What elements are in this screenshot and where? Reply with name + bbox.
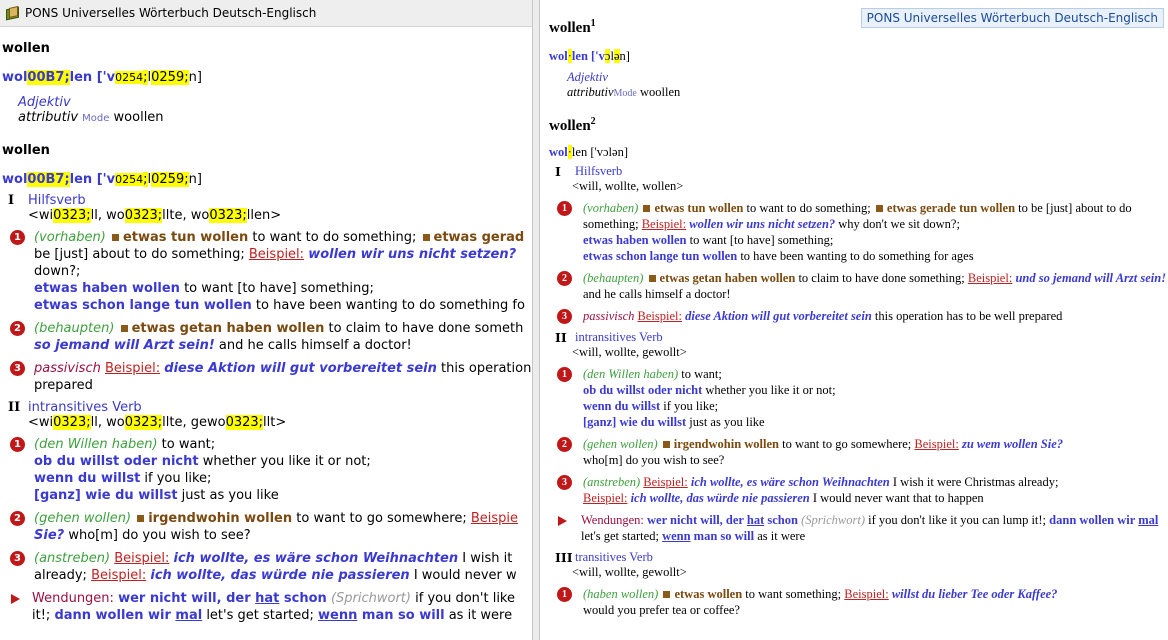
beispiel-link[interactable]: Beispiel: [104, 361, 161, 376]
sense-number: 2 [557, 437, 572, 452]
sense-wendungen: Wendungen: wer nicht will, der hat schon (Sprichwort) if you don't like it!; dann wollen wir mal let's get started; wenn man so will as it were [2, 590, 532, 624]
verb-forms-right-1: <will, wollte, wollen> [572, 179, 684, 193]
part-of-speech-adjective: Adjektiv [567, 70, 608, 84]
verb-forms-2: <wi0323;ll, wo0323;llte, gewo0323;llt> [28, 415, 287, 430]
sense-behaupten-right: 2 (behaupten) etwas getan haben wollen to claim to have done something; Beispiel: und so jemand will Arzt sein! and he calls himself a doctor! [549, 270, 1168, 302]
verb-forms-1: <wi0323;ll, wo0323;llte, wo0323;llen> [28, 208, 282, 223]
sense-number: 1 [10, 230, 25, 245]
idioms-arrow-icon [11, 594, 20, 604]
square-marker-icon [112, 234, 119, 241]
headword-1-right: wollen$^1$ [549, 18, 596, 36]
sense-vorhaben: 1 (vorhaben) etwas tun wollen to want to do something; etwas gerad be [just] about to do something; Beispiel: wollen wir uns nicht setzen? down?; etwas haben wollen to want [to have] something; etwas schon lange tun wollen to have been wanting to do something fo [2, 229, 532, 314]
sense-passivisch: 3 passivisch Beispiel: diese Aktion will gut vorbereitet sein this operation prepared [2, 360, 532, 394]
beispiel-link[interactable]: Beispiel: [114, 551, 170, 566]
part-of-speech-adjective: Adjektiv [18, 95, 71, 110]
sense-passivisch-right: 3 passivisch Beispiel: diese Aktion will gut vorbereitet sein this operation has to be well prepared [549, 308, 1168, 324]
sense-number: 1 [557, 367, 572, 382]
right-dictionary-pane[interactable] [540, 0, 1168, 640]
sense-number: 3 [10, 361, 25, 376]
idioms-arrow-icon [558, 516, 567, 526]
roman-section-I-right: I Hilfsverb [555, 164, 623, 179]
square-marker-icon [663, 591, 670, 598]
roman-section-II-right: II intransitives Verb [555, 330, 663, 345]
beispiel-link[interactable]: Beispiel: [641, 217, 687, 231]
sense-number: 3 [10, 551, 25, 566]
beispiel-link[interactable]: Beispiel: [643, 475, 688, 489]
square-marker-icon [663, 441, 670, 448]
left-title-bar [0, 0, 532, 27]
pane-splitter[interactable] [532, 0, 540, 640]
sense-den-willen-haben-right: 1 (den Willen haben) to want; ob du willst oder nicht whether you like it or not; wenn du willst if you like; [ganz] wie du willst just as you like [549, 366, 1168, 430]
verb-forms-right-3: <will, wollte, gewollt> [572, 565, 687, 579]
attributive-line: attributiv Mode woollen [18, 110, 164, 125]
left-entry-content [0, 41, 532, 624]
sense-number: 1 [557, 201, 572, 216]
beispiel-link[interactable]: Beispiel: [583, 491, 628, 505]
sense-wendungen-right: Wendungen: wer nicht will, der hat schon (Sprichwort) if you don't like it you can lump it!; dann wollen wir mal let's get started; wenn man so will as it were [549, 512, 1168, 544]
sense-number: 2 [10, 321, 25, 336]
beispiel-link[interactable]: Beispiel: [844, 587, 889, 601]
square-marker-icon [649, 275, 656, 282]
attributive-line: attributivMode woollen [567, 85, 681, 99]
beispiel-link[interactable]: Beispiel: [248, 247, 305, 262]
sense-number: 1 [557, 587, 572, 602]
beispiel-link[interactable]: Beispie [470, 511, 519, 526]
sense-vorhaben-right: 1 (vorhaben) etwas tun wollen to want to do something; etwas gerade tun wollen to be [just] about to do something; Beispiel: wollen wir uns nicht setzen? why don't we sit down?; etwas haben wollen to want [to have] something; etwas schon lange tun wollen to have been wanting to do something for ages [549, 200, 1168, 264]
mode-label: Mode [82, 113, 110, 124]
sense-anstreben-right: 3 (anstreben) Beispiel: ich wollte, es wäre schon Weihnachten I wish it were Christmas already; Beispiel: ich wollte, das würde nie passieren I would never want that to happen [549, 474, 1168, 506]
square-marker-icon [876, 205, 883, 212]
headword-2: wollen [2, 143, 50, 158]
beispiel-link[interactable]: Beispiel: [967, 271, 1013, 285]
verb-forms-right-2: <will, wollte, gewollt> [572, 345, 687, 359]
roman-section-II: II intransitives Verb [8, 400, 142, 415]
roman-section-III-right: III transitives Verb [555, 550, 653, 565]
pronunciation-right-2: wol·len ['vɔlən] [549, 145, 629, 159]
sense-number: 2 [10, 511, 25, 526]
beispiel-link[interactable]: Beispiel: [914, 437, 959, 451]
sense-gehen-wollen-right: 2 (gehen wollen) irgendwohin wollen to want to go somewhere; Beispiel: zu wem wollen Sie? who[m] do you wish to see? [549, 436, 1168, 468]
pronunciation-1: wol00B7;len ['v0254;l0259;n] [2, 70, 202, 85]
headword-2-right: wollen$^2$ [549, 116, 596, 134]
square-marker-icon [423, 234, 430, 241]
sense-behaupten: 2 (behaupten) etwas getan haben wollen to claim to have done someth so jemand will Arzt sein! and he calls himself a doctor! [2, 320, 532, 354]
sense-number: 3 [557, 475, 572, 490]
pronunciation-right-1: wol·len ['vɔlən] [549, 49, 630, 63]
sense-gehen-wollen: 2 (gehen wollen) irgendwohin wollen to want to go somewhere; Beispie Sie? who[m] do you wish to see? [2, 510, 532, 544]
sense-den-willen-haben: 1 (den Willen haben) to want; ob du willst oder nicht whether you like it or not; wenn du willst if you like; [ganz] wie du willst just as you like [2, 436, 532, 504]
pronunciation-2: wol00B7;len ['v0254;l0259;n] [2, 172, 202, 187]
right-entry-content [540, 18, 1168, 618]
square-marker-icon [643, 205, 650, 212]
mode-label: Mode [613, 88, 637, 99]
left-title: PONS Universelles Wörterbuch Deutsch-Englisch [25, 6, 317, 20]
beispiel-link[interactable]: Beispiel: [637, 309, 682, 323]
square-marker-icon [121, 325, 128, 332]
headword-1: wollen [2, 41, 50, 56]
roman-section-I: I Hilfsverb [8, 193, 86, 208]
sense-number: 2 [557, 271, 572, 286]
square-marker-icon [137, 515, 144, 522]
sense-number: 1 [10, 437, 25, 452]
sense-anstreben: 3 (anstreben) Beispiel: ich wollte, es wäre schon Weihnachten I wish it already; Beispiel: ich wollte, das würde nie passieren I would never w [2, 550, 532, 584]
left-dictionary-pane[interactable] [0, 0, 532, 640]
right-dictionary-badge: PONS Universelles Wörterbuch Deutsch-Englisch [861, 8, 1164, 28]
sense-number: 3 [557, 309, 572, 324]
beispiel-link[interactable]: Beispiel: [91, 568, 147, 583]
dictionary-book-icon [6, 7, 20, 20]
sense-haben-wollen-right: 1 (haben wollen) etwas wollen to want something; Beispiel: willst du lieber Tee oder Kaffee? would you prefer tea or coffee? [549, 586, 1168, 618]
